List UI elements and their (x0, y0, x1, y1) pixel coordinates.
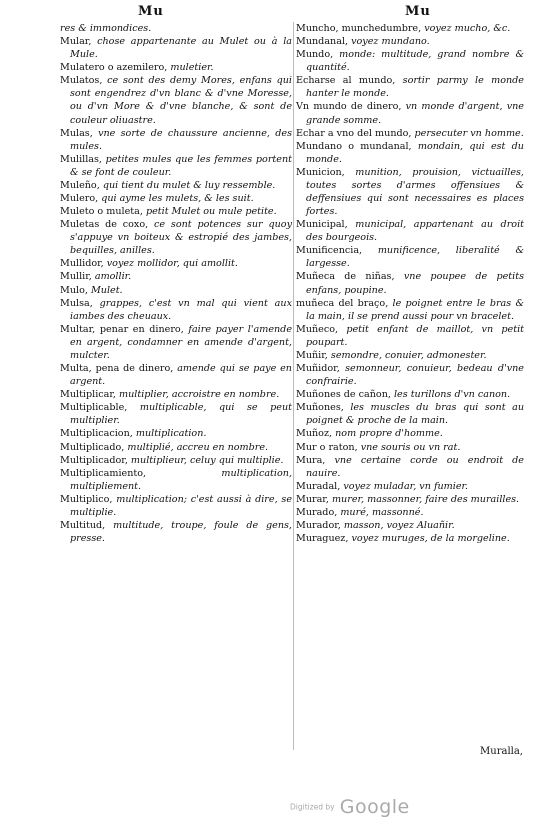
entry-definition: faire payer l'amende en argent, condamner en amende d'argent, mulcter. (70, 323, 292, 361)
entry-headword: Murador, (296, 519, 344, 531)
entry-headword: Municipal, (296, 219, 356, 231)
entry-definition: nom propre d'homme. (335, 428, 443, 440)
dictionary-entry (60, 61, 292, 74)
entry-headword: Multiplicador, (60, 454, 131, 466)
dictionary-entry (296, 427, 524, 440)
dictionary-entry (60, 493, 292, 519)
dictionary-entry (60, 454, 292, 467)
entry-definition: masson, voyez Aluañir. (343, 519, 455, 531)
dictionary-entry (296, 480, 524, 493)
dictionary-entry (60, 127, 292, 153)
entry-headword: Echar a vno del mundo, (296, 127, 415, 139)
entry-definition: voyez muruges, de la morgeline. (351, 533, 510, 545)
entry-headword: Muñir, (296, 349, 331, 361)
entry-definition: munition, prouision, victuailles, toutes sortes d'armes offensiues & deffensiues qui sont necessaires es places fortes. (306, 166, 524, 218)
entry-definition: chose appartenante au Mulet ou à la Mule. (70, 36, 292, 61)
entry-definition: sortir parmy le monde hanter le monde. (306, 75, 524, 100)
entry-definition: ce sont potences sur quoy s'appuye vn boiteux & estropié des jambes, bequilles, anilles. (70, 219, 292, 257)
entry-definition: multiplication; c'est aussi à dire, se multiplie. (70, 493, 292, 518)
dictionary-entry (296, 166, 524, 218)
entry-definition: monde: multitude, grand nombre & quantité. (306, 49, 524, 74)
dictionary-entry (296, 270, 524, 296)
dictionary-entry (60, 218, 292, 257)
entry-definition: Mulet. (90, 284, 123, 296)
entry-definition: qui tient du mulet & luy ressemble. (102, 179, 276, 191)
entry-headword: Multiplico, (60, 493, 117, 505)
entry-headword: Mulas, (60, 127, 99, 139)
entry-definition: vne poupee de petits enfans, poupine. (306, 271, 524, 296)
entry-headword: Multar, penar en dinero, (60, 323, 189, 335)
entry-definition: vn monde d'argent, vne grande somme. (306, 101, 524, 126)
dictionary-entry (60, 35, 292, 61)
dictionary-entry (296, 441, 524, 454)
entry-headword: Muletas de coxo, (60, 219, 154, 231)
entry-headword: Multiplicar, (60, 389, 119, 401)
entry-headword: Munificencia, (296, 245, 378, 257)
running-head-left: Mu (138, 4, 164, 19)
entry-definition: grappes, c'est vn mal qui vient aux iambes des cheuaux. (70, 297, 292, 322)
entry-headword: Vn mundo de dinero, (296, 101, 406, 113)
dictionary-entry (296, 100, 524, 126)
entry-definition: munificence, liberalité & largesse. (306, 245, 525, 270)
entry-headword: Muñeco, (296, 323, 347, 335)
entry-headword: Mulillas, (60, 153, 106, 165)
dictionary-entry (60, 467, 292, 493)
entry-definition: res & immondices. (60, 23, 152, 34)
entry-definition: le poignet entre le bras & la main, il se prend aussi pour vn bracelet. (306, 297, 524, 322)
entry-definition: multiplication, multipliement. (70, 467, 292, 492)
entry-headword: Muñones, (296, 402, 351, 414)
entry-definition: voyez mucho, &c. (424, 23, 511, 34)
dictionary-entry (296, 532, 524, 545)
entry-definition: petites mules que les femmes portent & se font de couleur. (70, 153, 292, 178)
entry-definition: les muscles du bras qui sont au poignet & proche de la main. (306, 402, 525, 427)
column-divider (293, 22, 294, 750)
entry-headword: Muñeca de niñas, (296, 271, 404, 283)
dictionary-entry (60, 270, 292, 283)
running-head-right: Mu (405, 4, 431, 19)
dictionary-entry (60, 362, 292, 388)
dictionary-entry (60, 179, 292, 192)
google-watermark (290, 796, 410, 818)
dictionary-entry (296, 401, 524, 427)
entry-definition: multitude, troupe, foule de gens, presse. (70, 519, 292, 545)
entry-definition: mondain, qui est du monde. (306, 140, 524, 165)
entry-headword: Multiplicacion, (60, 428, 136, 440)
entry-definition: vne sorte de chaussure ancienne, des mules. (70, 127, 292, 152)
dictionary-entry (296, 323, 524, 349)
dictionary-entry (60, 257, 292, 270)
entry-headword: Mular, (60, 36, 98, 48)
entry-definition: municipal, appartenant au droit des bourgeois. (306, 219, 524, 244)
entry-headword: Mulero, (60, 193, 102, 205)
entry-definition: voyez mollidor, qui amollit. (106, 258, 238, 270)
entry-headword: Muleño, (60, 179, 103, 191)
dictionary-entry (60, 22, 292, 35)
entry-headword: Multa, pena de dinero, (60, 363, 178, 375)
dictionary-entry (296, 362, 524, 388)
entry-headword: Mura, (296, 454, 335, 466)
entry-headword: Mur o raton, (296, 441, 361, 453)
dictionary-entry (60, 284, 292, 297)
entry-headword: Muncho, munchedumbre, (296, 23, 425, 34)
dictionary-entry (60, 153, 292, 179)
entry-definition: murer, massonner, faire des murailles. (331, 493, 520, 505)
dictionary-entry (296, 349, 524, 362)
dictionary-entry (60, 519, 292, 545)
entry-definition: les turillons d'vn canon. (393, 389, 511, 401)
entry-headword: muñeca del braço, (296, 297, 393, 309)
dictionary-entry (60, 401, 292, 427)
entry-definition: muletier. (170, 62, 214, 74)
entry-headword: Mulo, (60, 284, 91, 296)
catchword: Muralla, (480, 746, 523, 757)
entry-headword: Mundanal, (296, 36, 352, 48)
dictionary-entry (296, 127, 524, 140)
entry-headword: Muleto o muleta, (60, 206, 146, 218)
entry-definition: amollir. (94, 271, 132, 283)
left-column (60, 22, 292, 545)
dictionary-entry (296, 244, 524, 270)
dictionary-entry (296, 48, 524, 74)
entry-headword: Muñones de cañon, (296, 389, 394, 401)
dictionary-entry (60, 205, 292, 218)
dictionary-entry (60, 192, 292, 205)
dictionary-entry (296, 140, 524, 166)
entry-headword: Mulsa, (60, 297, 100, 309)
entry-definition: multiplication. (135, 428, 207, 440)
dictionary-entry (60, 323, 292, 362)
entry-headword: Muraguez, (296, 533, 352, 545)
entry-definition: persecuter vn homme. (414, 127, 524, 139)
dictionary-entry (60, 74, 292, 126)
dictionary-entry (296, 506, 524, 519)
entry-definition: semonneur, conuieur, bedeau d'vne confrairie. (306, 363, 524, 388)
entry-definition: voyez muladar, vn fumier. (343, 480, 469, 492)
entry-headword: Multiplicado, (60, 441, 128, 453)
dictionary-entry (296, 519, 524, 532)
entry-headword: Muñidor, (296, 363, 346, 375)
entry-definition: ce sont des demy Mores, enfans qui sont engendrez d'vn blanc & d'vne Moresse, ou d'vn More & d'vne blanche, & sont de couleur oliuastre. (70, 75, 292, 126)
dictionary-entry (296, 388, 524, 401)
entry-headword: Mulatos, (60, 75, 108, 87)
entry-headword: Mullidor, (60, 258, 107, 270)
dictionary-entry (296, 74, 524, 100)
dictionary-entry (60, 297, 292, 323)
entry-definition: semondre, conuier, admonester. (330, 349, 487, 361)
entry-definition: petit enfant de maillot, vn petit poupart. (306, 323, 525, 348)
watermark-prefix: Digitized by (290, 802, 335, 812)
entry-definition: petit Mulet ou mule petite. (145, 206, 277, 218)
dictionary-entry (60, 427, 292, 440)
entry-headword: Multiplicable, (60, 402, 140, 414)
entry-definition: qui ayme les mulets, & les suit. (101, 193, 254, 205)
entry-definition: vne certaine corde ou endroit de nauire. (306, 454, 524, 479)
entry-definition: amende qui se paye en argent. (70, 363, 292, 388)
dictionary-entry (296, 218, 524, 244)
entry-headword: Murado, (296, 506, 341, 518)
entry-headword: Mullir, (60, 271, 95, 283)
entry-headword: Mundano o mundanal, (296, 140, 418, 152)
entry-definition: vne souris ou vn rat. (360, 441, 461, 453)
dictionary-entry (296, 35, 524, 48)
entry-headword: Municion, (296, 166, 356, 178)
dictionary-entry (60, 441, 292, 454)
entry-headword: Murar, (296, 493, 332, 505)
entry-headword: Muñoz, (296, 428, 336, 440)
dictionary-entry (296, 454, 524, 480)
entry-headword: Multitud, (60, 519, 114, 531)
entry-definition: multiplieur, celuy qui multiplie. (130, 454, 284, 466)
entry-definition: multiplié, accreu en nombre. (127, 441, 269, 453)
entry-definition: voyez mundano. (351, 36, 430, 48)
entry-headword: Multiplicamiento, (60, 467, 222, 479)
entry-headword: Mulatero o azemilero, (60, 62, 171, 74)
entry-definition: multiplicable, qui se peut multiplier. (70, 402, 292, 427)
dictionary-entry (296, 22, 524, 35)
entry-headword: Mundo, (296, 49, 340, 61)
entry-headword: Muradal, (296, 480, 344, 492)
right-column (296, 22, 524, 545)
google-logo: Google (339, 796, 410, 818)
dictionary-entry (296, 493, 524, 506)
entry-definition: muré, massonné. (340, 506, 424, 518)
dictionary-entry (296, 297, 524, 323)
entry-definition: multiplier, accroistre en nombre. (119, 389, 280, 401)
entry-headword: Echarse al mundo, (296, 75, 403, 87)
dictionary-entry (60, 388, 292, 401)
